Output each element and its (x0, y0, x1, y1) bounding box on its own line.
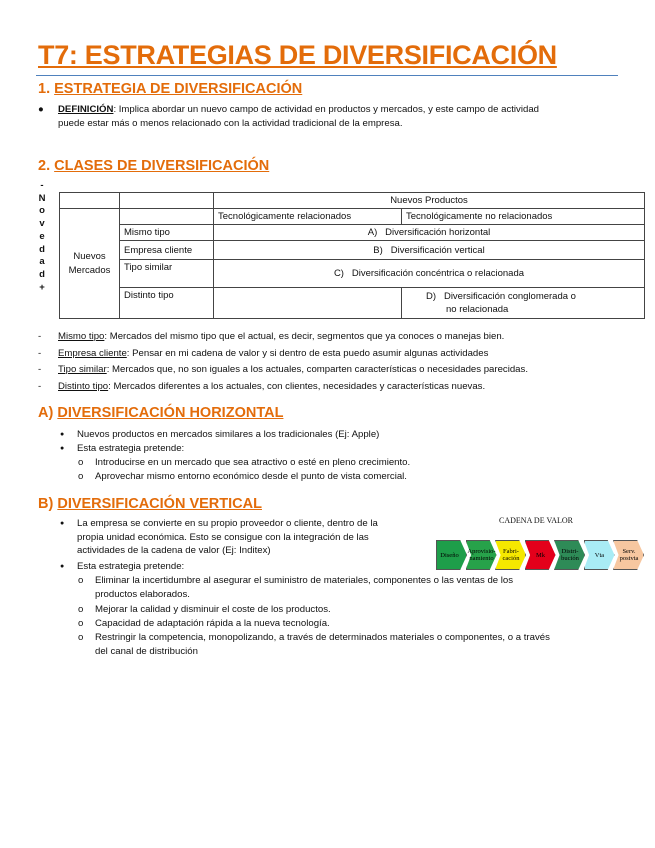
section-a-sub-2: Aprovechar mismo entorno económico desde el punto de vista comercial. (95, 471, 407, 482)
value-chain-title: CADENA DE VALOR (499, 516, 573, 525)
novedad-char: a (39, 256, 45, 268)
list-item: - (38, 381, 42, 392)
section-1-title: ESTRATEGIA DE DIVERSIFICACIÓN (54, 81, 303, 97)
list-item: - (38, 364, 42, 375)
section-1-heading (38, 81, 302, 97)
value-chain-step (495, 540, 526, 570)
section-b-sub-1 (95, 574, 513, 601)
value-chain-diagram (436, 514, 650, 574)
list-item (58, 347, 488, 360)
section-b-sub-1-line: Eliminar la incertidumbre al asegurar el suministro de materiales, componentes o las ventas de los (95, 575, 514, 586)
cell-diversificacion-conglomerada (402, 288, 645, 319)
section-2-heading (38, 158, 269, 174)
table-cell-empty (60, 193, 120, 209)
option-d: D) (426, 291, 437, 302)
bullet-circle-icon: o (78, 457, 84, 468)
bullet-dot-icon: ● (60, 563, 65, 570)
bullet-circle-icon: o (78, 575, 84, 586)
row-tipo-similar: Tipo similar (120, 260, 214, 288)
section-2-title: CLASES DE DIVERSIFICACIÓN (54, 158, 270, 174)
definition-text: : Implica abordar un nuevo campo de actividad en productos y mercados, y este campo de actividad (113, 104, 539, 115)
definition-text-2: puede estar más o menos relacionado con la actividad tradicional de la empresa. (58, 117, 403, 129)
option-a: A) (367, 227, 378, 238)
page-title: T7: ESTRATEGIAS DE DIVERSIFICACIÓN (38, 40, 557, 70)
list-item (58, 330, 504, 343)
novedad-char: d (39, 243, 45, 255)
option-d-text-2: no relacionada (446, 304, 509, 315)
section-b-bullet-1 (77, 517, 378, 558)
novedad-axis-label (37, 180, 47, 294)
cell-diversificacion-concentrica (214, 260, 645, 288)
bullet-dot-icon: ● (60, 520, 65, 527)
term-text: : Mercados que, no son iguales a los actuales, comparten características o necesidades parecidas. (106, 364, 528, 375)
bullet-dot-icon: ● (60, 445, 65, 452)
header-nuevos-productos: Nuevos Productos (214, 193, 645, 209)
term-text: : Mercados diferentes a los actuales, con clientes, necesidades y características nuevas. (108, 381, 486, 392)
section-b-sub-4-line: del canal de distribución (95, 645, 198, 657)
list-item (58, 380, 485, 393)
section-b-bullet-1-line: actividades de la cadena de valor (Ej: Inditex) (77, 545, 271, 556)
bullet-circle-icon: o (78, 632, 84, 643)
table-cell-empty (120, 193, 214, 209)
bullet-dot-icon: ● (60, 431, 65, 438)
section-a-heading (38, 405, 283, 421)
section-b-number: B) (38, 496, 54, 512)
section-2-number: 2. (38, 158, 51, 174)
mercados-label: Mercados (68, 264, 111, 276)
section-b-bullet-2: Esta estrategia pretende: (77, 561, 185, 572)
novedad-char: N (38, 192, 46, 204)
novedad-char: - (40, 180, 44, 191)
bullet-circle-icon: o (78, 618, 84, 629)
section-b-sub-3: Capacidad de adaptación rápida a la nueva tecnología. (95, 618, 330, 629)
row-mismo-tipo: Mismo tipo (120, 225, 214, 241)
cell-diversificacion-horizontal (214, 225, 645, 241)
table-cell-empty (120, 209, 214, 225)
nuevos-label: Nuevos (73, 250, 106, 262)
section-b-sub-4-line: Restringir la competencia, monopolizando, a través de determinados materiales o componentes, o a través (95, 632, 550, 643)
section-b-sub-1-line: productos elaborados. (95, 588, 190, 600)
value-chain-step (525, 540, 556, 570)
option-c: C) (333, 268, 344, 279)
term-empresa-cliente: Empresa cliente (58, 348, 127, 359)
value-chain-step-label: Aprovisio-namiento (467, 548, 496, 562)
term-distinto-tipo: Distinto tipo (58, 381, 109, 392)
term-text: : Mercados del mismo tipo que el actual, es decir, segmentos que ya conoces o manejas bien. (104, 331, 505, 342)
option-a-text: Diversificación horizontal (385, 227, 491, 238)
section-a-sub-1: Introducirse en un mercado que sea atractivo o esté en pleno crecimiento. (95, 457, 411, 468)
value-chain-step (466, 540, 497, 570)
value-chain-step-label: Diseño (440, 551, 459, 559)
bullet-circle-icon: o (78, 471, 84, 482)
term-text: : Pensar en mi cadena de valor y si dentro de esta puedo asumir algunas actividades (126, 348, 489, 359)
row-empresa-cliente: Empresa cliente (120, 241, 214, 260)
value-chain-step (584, 540, 615, 570)
novedad-char: v (39, 218, 45, 230)
bullet-circle-icon: o (78, 604, 84, 615)
value-chain-step-label: Serv. postvta (619, 548, 639, 562)
row-distinto-tipo: Distinto tipo (120, 288, 214, 319)
option-b: B) (373, 244, 383, 256)
novedad-char: o (39, 205, 45, 217)
definition-label: DEFINICIÓN (58, 104, 114, 115)
section-a-bullet-1: Nuevos productos en mercados similares a los tradicionales (Ej: Apple) (77, 429, 380, 440)
header-tec-relacionados: Tecnológicamente relacionados (214, 209, 402, 225)
value-chain-step-label: Mk (535, 551, 546, 559)
term-mismo-tipo: Mismo tipo (58, 331, 105, 342)
novedad-char: d (39, 268, 45, 280)
list-item (58, 363, 528, 376)
term-tipo-similar: Tipo similar (58, 364, 107, 375)
section-b-bullet-1-line: propia unidad económica. Esto se consigue con la integración de las (77, 531, 369, 543)
option-b-text: Diversificación vertical (390, 244, 485, 256)
title-divider (36, 75, 618, 76)
section-b-bullet-1-line: La empresa se convierte en su propio proveedor o cliente, dentro de la (77, 518, 378, 529)
section-b-sub-2: Mejorar la calidad y disminuir el coste de los productos. (95, 604, 331, 615)
value-chain-step (554, 540, 585, 570)
table-cell-empty (214, 288, 402, 319)
list-item: - (38, 331, 42, 342)
section-a-bullet-2: Esta estrategia pretende: (77, 443, 185, 454)
novedad-char: e (39, 230, 45, 242)
section-a-title: DIVERSIFICACIÓN HORIZONTAL (57, 405, 284, 421)
option-d-text: Diversificación conglomerada o (443, 291, 576, 302)
value-chain-step (613, 540, 644, 570)
value-chain-step-label: Fabri-cación (502, 548, 520, 562)
definition-paragraph (58, 103, 638, 130)
value-chain-step (436, 540, 467, 570)
section-1-number: 1. (38, 81, 51, 97)
list-item: - (38, 348, 42, 359)
value-chain-step-label: Vta (594, 551, 605, 559)
header-nuevos-mercados (60, 209, 120, 319)
value-chain-step-label: Distri-bución (561, 548, 579, 562)
section-b-title: DIVERSIFICACIÓN VERTICAL (57, 496, 262, 512)
option-c-text: Diversificación concéntrica o relacionada (351, 268, 525, 279)
diversification-table (59, 192, 645, 319)
header-tec-no-relacionados: Tecnológicamente no relacionados (402, 209, 645, 225)
cell-diversificacion-vertical (214, 241, 645, 260)
novedad-char: + (39, 281, 45, 293)
section-b-sub-4 (95, 631, 550, 658)
section-b-heading (38, 496, 262, 512)
section-a-number: A) (38, 405, 54, 421)
bullet-dot-icon: ● (38, 104, 44, 115)
